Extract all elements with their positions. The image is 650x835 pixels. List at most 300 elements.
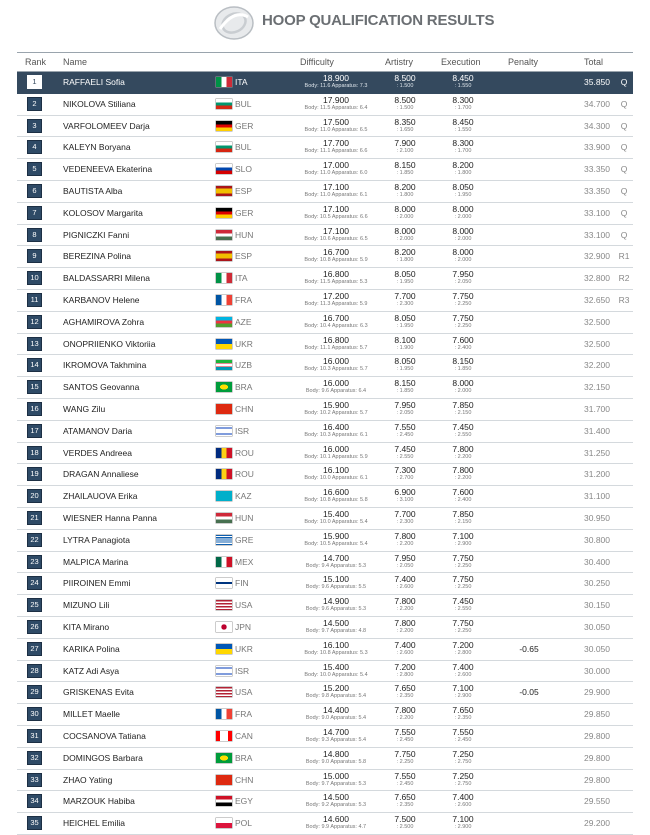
difficulty-cell: [281, 444, 391, 461]
execution-score: 7.100: [452, 814, 474, 825]
rank-badge: 16: [27, 402, 42, 416]
rank-badge: 27: [27, 642, 42, 656]
athlete-name[interactable]: VARFOLOMEEV Darja: [63, 120, 150, 131]
artistry-deduction: : 2.050: [396, 562, 414, 569]
table-row[interactable]: [17, 552, 633, 574]
total-score: 32.900: [584, 251, 610, 262]
athlete-name[interactable]: ONOPRIIENKO Viktoriia: [63, 338, 156, 349]
col-name: Name: [63, 57, 88, 67]
table-row[interactable]: [17, 116, 633, 138]
athlete-name[interactable]: AGHAMIROVA Zohra: [63, 316, 145, 327]
artistry-score: 7.800: [394, 530, 416, 541]
rank-badge: 22: [27, 533, 42, 547]
artistry-score: 7.800: [394, 705, 416, 716]
athlete-name[interactable]: MIZUNO Lili: [63, 600, 110, 611]
execution-score: 7.800: [452, 465, 474, 476]
total-score: 31.400: [584, 425, 610, 436]
flag-icon: [216, 557, 232, 567]
execution-cell: [436, 335, 490, 352]
athlete-name[interactable]: BEREZINA Polina: [63, 251, 132, 262]
table-row[interactable]: [17, 246, 633, 268]
artistry-score: 7.950: [394, 552, 416, 563]
difficulty-breakdown: Body: 10.0 Apparatus: 6.1: [304, 475, 368, 482]
artistry-deduction: : 1.950: [396, 366, 414, 373]
difficulty-cell: [281, 705, 391, 722]
difficulty-breakdown: Body: 10.3 Apparatus: 5.7: [304, 366, 368, 373]
difficulty-cell: [281, 182, 391, 199]
artistry-cell: [381, 574, 429, 591]
penalty-value: -0.65: [519, 643, 539, 654]
artistry-cell: [381, 378, 429, 395]
rank-badge: 15: [27, 380, 42, 394]
country-code: FRA: [235, 709, 252, 720]
artistry-cell: [381, 553, 429, 570]
execution-cell: [436, 465, 490, 482]
artistry-score: 8.050: [394, 269, 416, 280]
execution-deduction: : 2.250: [454, 562, 472, 569]
artistry-cell: [381, 73, 429, 90]
difficulty-breakdown: Body: 11.5 Apparatus: 5.3: [304, 279, 368, 286]
flag-icon: [216, 230, 232, 240]
artistry-score: 8.350: [394, 116, 416, 127]
flag-icon: [216, 513, 232, 523]
country-code: ROU: [235, 469, 254, 480]
athlete-name[interactable]: KARIKA Polina: [63, 643, 120, 654]
athlete-name[interactable]: ZHAO Yating: [63, 774, 113, 785]
table-row[interactable]: [17, 268, 633, 290]
table-row[interactable]: [17, 355, 633, 377]
difficulty-score: 16.700: [323, 312, 349, 323]
table-row[interactable]: [17, 486, 633, 508]
execution-cell: [436, 291, 490, 308]
difficulty-breakdown: Body: 10.5 Apparatus: 6.6: [304, 213, 368, 220]
difficulty-cell: [281, 792, 391, 809]
difficulty-cell: [281, 662, 391, 679]
difficulty-breakdown: Body: 10.3 Apparatus: 6.1: [304, 431, 368, 438]
execution-cell: [436, 727, 490, 744]
difficulty-breakdown: Body: 10.4 Apparatus: 6.3: [304, 322, 368, 329]
artistry-cell: [381, 487, 429, 504]
execution-deduction: : 2.350: [454, 715, 472, 722]
artistry-score: 7.700: [394, 508, 416, 519]
difficulty-cell: [281, 618, 391, 635]
execution-score: 7.400: [452, 661, 474, 672]
athlete-name[interactable]: HEICHEL Emilia: [63, 818, 126, 829]
total-score: 30.050: [584, 643, 610, 654]
artistry-cell: [381, 335, 429, 352]
execution-cell: [436, 138, 490, 155]
execution-deduction: : 1.700: [454, 148, 472, 155]
table-body: [17, 72, 633, 835]
table-row[interactable]: [17, 334, 633, 356]
athlete-name[interactable]: PIIROINEN Emmi: [63, 578, 131, 589]
athlete-name[interactable]: PIGNICZKI Fanni: [63, 229, 130, 240]
rank-badge: 33: [27, 773, 42, 787]
artistry-deduction: : 3.100: [396, 497, 414, 504]
artistry-deduction: : 2.450: [396, 736, 414, 743]
difficulty-score: 15.400: [323, 661, 349, 672]
artistry-score: 8.150: [394, 160, 416, 171]
artistry-deduction: : 2.500: [396, 824, 414, 831]
athlete-name[interactable]: MALPICA Marina: [63, 556, 129, 567]
artistry-deduction: : 2.100: [396, 148, 414, 155]
execution-score: 7.400: [452, 792, 474, 803]
athlete-name[interactable]: KITA Mirano: [63, 621, 110, 632]
difficulty-cell: [281, 749, 391, 766]
total-score: 33.100: [584, 229, 610, 240]
table-row[interactable]: [17, 312, 633, 334]
artistry-score: 7.950: [394, 399, 416, 410]
difficulty-breakdown: Body: 11.0 Apparatus: 6.1: [304, 191, 368, 198]
athlete-name[interactable]: BAUTISTA Alba: [63, 185, 123, 196]
flag-icon: [216, 273, 232, 283]
execution-score: 7.750: [452, 574, 474, 585]
artistry-cell: [381, 138, 429, 155]
artistry-cell: [381, 356, 429, 373]
table-row[interactable]: [17, 661, 633, 683]
artistry-score: 8.500: [394, 73, 416, 83]
difficulty-score: 16.800: [323, 269, 349, 280]
artistry-deduction: : 2.200: [396, 606, 414, 613]
table-row[interactable]: [17, 377, 633, 399]
execution-deduction: : 2.550: [454, 606, 472, 613]
difficulty-breakdown: Body: 11.1 Apparatus: 5.7: [304, 344, 368, 351]
flag-icon: [216, 99, 232, 109]
execution-cell: [436, 596, 490, 613]
athlete-name[interactable]: KARBANOV Helene: [63, 294, 140, 305]
col-penalty: Penalty: [508, 57, 539, 67]
athlete-name[interactable]: KALEYN Boryana: [63, 142, 131, 153]
total-score: 30.950: [584, 512, 610, 523]
total-score: 29.900: [584, 687, 610, 698]
execution-deduction: : 2.900: [454, 693, 472, 700]
athlete-name[interactable]: KATZ Adi Asya: [63, 665, 120, 676]
artistry-score: 8.200: [394, 181, 416, 192]
rank-badge: 23: [27, 555, 42, 569]
rank-badge: 5: [27, 162, 42, 176]
flag-icon: [216, 535, 232, 545]
rank-badge: 21: [27, 511, 42, 525]
athlete-name[interactable]: ZHAILAUOVA Erika: [63, 491, 138, 502]
athlete-name[interactable]: COCSANOVA Tatiana: [63, 730, 146, 741]
execution-score: 7.850: [452, 508, 474, 519]
country-code: ISR: [235, 665, 250, 676]
execution-deduction: : 2.000: [454, 213, 472, 220]
artistry-deduction: : 2.450: [396, 431, 414, 438]
difficulty-score: 17.900: [323, 94, 349, 105]
execution-cell: [436, 640, 490, 657]
athlete-name[interactable]: GRISKENAS Evita: [63, 687, 134, 698]
table-row[interactable]: [17, 290, 633, 312]
artistry-score: 7.900: [394, 138, 416, 149]
athlete-name[interactable]: LYTRA Panagiota: [63, 534, 130, 545]
country-code: BUL: [235, 98, 252, 109]
difficulty-breakdown: Body: 9.6 Apparatus: 5.3: [305, 606, 367, 613]
athlete-name[interactable]: WIESNER Hanna Panna: [63, 512, 158, 523]
country-code: CHN: [235, 774, 254, 785]
flag-icon: [216, 186, 232, 196]
table-row[interactable]: [17, 573, 633, 595]
table-row[interactable]: [17, 421, 633, 443]
table-row[interactable]: [17, 443, 633, 465]
artistry-score: 7.550: [394, 770, 416, 781]
athlete-name[interactable]: MARZOUK Habiba: [63, 796, 135, 807]
difficulty-score: 15.100: [323, 574, 349, 585]
execution-cell: [436, 553, 490, 570]
execution-score: 8.150: [452, 356, 474, 367]
difficulty-cell: [281, 313, 391, 330]
flag-icon: [216, 208, 232, 218]
artistry-cell: [381, 247, 429, 264]
rank-badge: 28: [27, 664, 42, 678]
athlete-name[interactable]: KOLOSOV Margarita: [63, 207, 143, 218]
athlete-name[interactable]: ATAMANOV Daria: [63, 425, 133, 436]
country-code: ITA: [235, 77, 248, 87]
athlete-name[interactable]: BALDASSARRI Milena: [63, 273, 150, 284]
execution-score: 7.950: [452, 269, 474, 280]
rank-badge: 7: [27, 206, 42, 220]
difficulty-cell: [281, 422, 391, 439]
country-code: GER: [235, 120, 254, 131]
artistry-cell: [381, 465, 429, 482]
table-row[interactable]: [17, 225, 633, 247]
table-row[interactable]: [17, 181, 633, 203]
table-row[interactable]: [17, 94, 633, 116]
athlete-name[interactable]: RAFFAELI Sofia: [63, 77, 125, 87]
table-row[interactable]: [17, 770, 633, 792]
execution-cell: [436, 705, 490, 722]
execution-cell: [436, 574, 490, 591]
table-row[interactable]: [17, 159, 633, 181]
artistry-score: 7.700: [394, 290, 416, 301]
table-row[interactable]: [17, 508, 633, 530]
total-score: 31.700: [584, 403, 610, 414]
difficulty-cell: [281, 727, 391, 744]
artistry-score: 8.050: [394, 312, 416, 323]
flag-icon: [216, 731, 232, 741]
table-row[interactable]: [17, 464, 633, 486]
flag-icon: [216, 448, 232, 458]
artistry-deduction: : 2.000: [396, 213, 414, 220]
country-code: MEX: [235, 556, 254, 567]
execution-deduction: : 2.200: [454, 475, 472, 482]
difficulty-cell: [281, 487, 391, 504]
execution-score: 8.450: [452, 73, 474, 83]
athlete-name[interactable]: VEDENEEVA Ekaterina: [63, 164, 153, 175]
total-score: 32.500: [584, 316, 610, 327]
execution-cell: [436, 662, 490, 679]
total-score: 33.100: [584, 207, 610, 218]
country-code: ESP: [235, 185, 253, 196]
table-row[interactable]: [17, 748, 633, 770]
execution-cell: [436, 73, 490, 90]
athlete-name[interactable]: NIKOLOVA Stiliana: [63, 98, 136, 109]
total-score: 33.350: [584, 164, 610, 175]
artistry-score: 8.150: [394, 378, 416, 389]
execution-deduction: : 2.450: [454, 736, 472, 743]
results-table: [17, 52, 633, 835]
difficulty-score: 17.200: [323, 290, 349, 301]
artistry-deduction: : 2.550: [396, 453, 414, 460]
total-score: 32.150: [584, 382, 610, 393]
col-rank: Rank: [25, 57, 47, 67]
execution-score: 7.850: [452, 399, 474, 410]
flag-icon: [216, 796, 232, 806]
rank-badge: 14: [27, 358, 42, 372]
execution-score: 7.600: [452, 487, 474, 498]
total-score: 30.050: [584, 621, 610, 632]
country-code: EGY: [235, 796, 253, 807]
artistry-score: 7.450: [394, 443, 416, 454]
table-row[interactable]: [17, 726, 633, 748]
execution-score: 7.650: [452, 705, 474, 716]
difficulty-breakdown: Body: 10.8 Apparatus: 5.8: [304, 497, 368, 504]
artistry-score: 7.650: [394, 683, 416, 694]
table-row[interactable]: [17, 639, 633, 661]
athlete-name[interactable]: DOMINGOS Barbara: [63, 752, 143, 763]
country-code: KAZ: [235, 491, 252, 502]
difficulty-score: 17.700: [323, 138, 349, 149]
execution-deduction: : 2.900: [454, 540, 472, 547]
execution-deduction: : 1.950: [454, 191, 472, 198]
execution-cell: [436, 356, 490, 373]
athlete-name[interactable]: DRAGAN Annaliese: [63, 469, 139, 480]
difficulty-score: 17.100: [323, 203, 349, 214]
athlete-name[interactable]: SANTOS Geovanna: [63, 382, 140, 393]
country-code: BUL: [235, 142, 252, 153]
artistry-deduction: : 2.250: [396, 758, 414, 765]
country-code: SLO: [235, 164, 253, 175]
difficulty-breakdown: Body: 10.8 Apparatus: 5.9: [304, 257, 368, 264]
table-row[interactable]: [17, 399, 633, 421]
country-code: POL: [235, 818, 253, 829]
difficulty-score: 16.800: [323, 334, 349, 345]
difficulty-breakdown: Body: 9.7 Apparatus: 5.3: [305, 780, 367, 787]
athlete-name[interactable]: MILLET Maelle: [63, 709, 121, 720]
athlete-name[interactable]: IKROMOVA Takhmina: [63, 360, 147, 371]
rank-badge: 34: [27, 794, 42, 808]
execution-cell: [436, 683, 490, 700]
artistry-cell: [381, 662, 429, 679]
execution-deduction: : 1.850: [454, 366, 472, 373]
total-score: 32.800: [584, 273, 610, 284]
execution-cell: [436, 95, 490, 112]
artistry-score: 7.400: [394, 574, 416, 585]
country-code: GER: [235, 207, 254, 218]
difficulty-cell: [281, 465, 391, 482]
table-row[interactable]: [17, 791, 633, 813]
execution-cell: [436, 378, 490, 395]
total-score: 29.200: [584, 818, 610, 829]
difficulty-cell: [281, 138, 391, 155]
difficulty-score: 15.900: [323, 530, 349, 541]
page-header: [0, 0, 650, 46]
table-row[interactable]: [17, 617, 633, 639]
flag-icon: [216, 578, 232, 588]
execution-score: 7.750: [452, 552, 474, 563]
artistry-score: 7.800: [394, 617, 416, 628]
qualification-status: Q: [620, 207, 628, 218]
execution-deduction: : 2.800: [454, 649, 472, 656]
difficulty-score: 14.400: [323, 705, 349, 716]
total-score: 30.150: [584, 600, 610, 611]
execution-score: 8.450: [452, 116, 474, 127]
execution-deduction: : 1.550: [454, 126, 472, 133]
rank-badge: 10: [27, 271, 42, 285]
difficulty-breakdown: Body: 9.6 Apparatus: 6.4: [305, 388, 367, 395]
total-score: 29.800: [584, 730, 610, 741]
country-code: FIN: [235, 578, 249, 589]
difficulty-breakdown: Body: 11.3 Apparatus: 5.9: [304, 300, 368, 307]
artistry-deduction: : 1.500: [396, 104, 414, 111]
country-code: UKR: [235, 643, 253, 654]
execution-score: 8.200: [452, 160, 474, 171]
artistry-score: 6.900: [394, 487, 416, 498]
table-row[interactable]: [17, 595, 633, 617]
execution-score: 8.300: [452, 138, 474, 149]
artistry-score: 7.550: [394, 726, 416, 737]
flag-icon: [216, 426, 232, 436]
table-row[interactable]: [17, 530, 633, 552]
difficulty-score: 14.900: [323, 596, 349, 607]
artistry-score: 7.300: [394, 465, 416, 476]
artistry-deduction: : 1.650: [396, 126, 414, 133]
artistry-cell: [381, 640, 429, 657]
execution-score: 7.250: [452, 748, 474, 759]
athlete-name[interactable]: VERDES Andreea: [63, 447, 132, 458]
table-row[interactable]: [17, 137, 633, 159]
difficulty-score: 14.700: [323, 552, 349, 563]
artistry-cell: [381, 422, 429, 439]
difficulty-score: 16.000: [323, 378, 349, 389]
artistry-cell: [381, 160, 429, 177]
artistry-score: 7.800: [394, 596, 416, 607]
total-score: 31.100: [584, 491, 610, 502]
col-difficulty: Difficulty: [300, 57, 334, 67]
total-score: 31.250: [584, 447, 610, 458]
artistry-deduction: : 1.800: [396, 191, 414, 198]
qualification-status: Q: [620, 77, 628, 87]
qualification-status: Q: [620, 229, 628, 240]
table-row[interactable]: [17, 203, 633, 225]
execution-cell: [436, 531, 490, 548]
flag-icon: [216, 317, 232, 327]
artistry-cell: [381, 509, 429, 526]
total-score: 32.200: [584, 360, 610, 371]
artistry-cell: [381, 705, 429, 722]
difficulty-breakdown: Body: 10.2 Apparatus: 5.7: [304, 409, 368, 416]
artistry-deduction: : 1.850: [396, 170, 414, 177]
flag-icon: [216, 666, 232, 676]
artistry-score: 8.200: [394, 247, 416, 258]
difficulty-score: 15.000: [323, 770, 349, 781]
execution-cell: [436, 444, 490, 461]
artistry-cell: [381, 400, 429, 417]
difficulty-breakdown: Body: 11.0 Apparatus: 6.0: [304, 170, 368, 177]
difficulty-cell: [281, 95, 391, 112]
table-row[interactable]: [17, 682, 633, 704]
table-row[interactable]: [17, 704, 633, 726]
difficulty-cell: [281, 640, 391, 657]
difficulty-cell: [281, 226, 391, 243]
flag-icon: [216, 687, 232, 697]
col-execution: Execution: [441, 57, 481, 67]
athlete-name[interactable]: WANG Zilu: [63, 403, 106, 414]
artistry-cell: [381, 618, 429, 635]
rank-badge: 32: [27, 751, 42, 765]
table-row[interactable]: [17, 72, 633, 94]
table-row[interactable]: [17, 813, 633, 835]
